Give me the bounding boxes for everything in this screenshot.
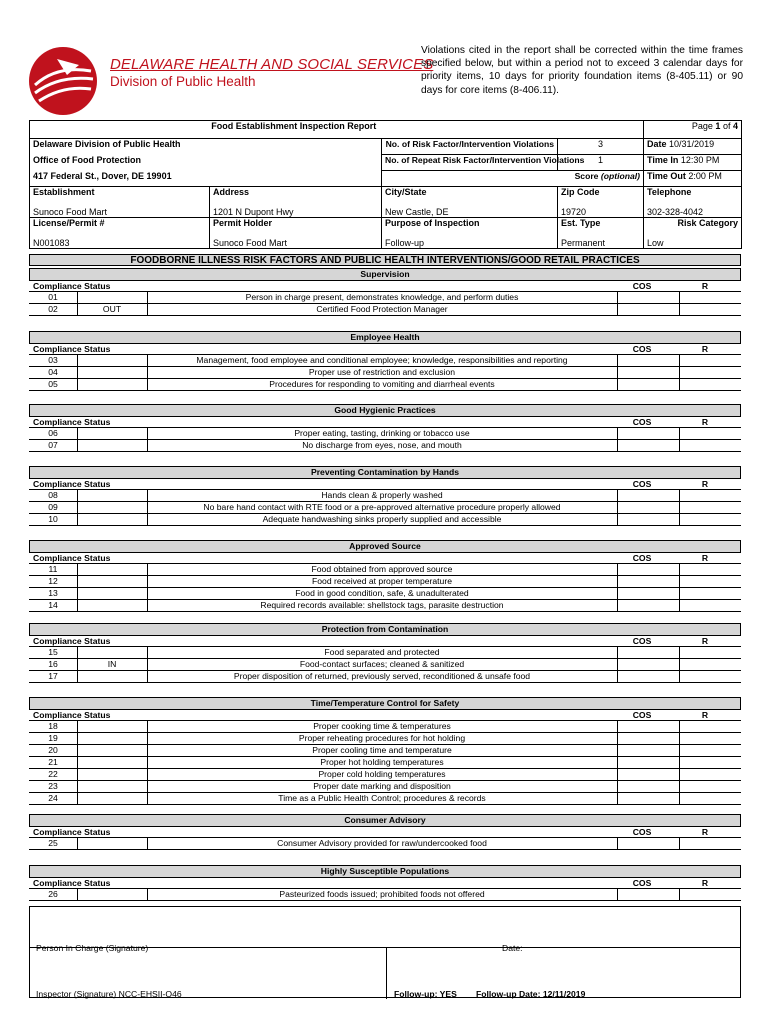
table-row [29, 733, 741, 745]
city-label: City/State [382, 187, 558, 203]
item-description: Food obtained from approved source [147, 564, 618, 575]
r-header: R [701, 636, 709, 646]
table-row [29, 564, 741, 576]
compliance-status-cell[interactable] [77, 733, 148, 744]
item-description: Proper use of restriction and exclusion [147, 367, 618, 378]
cos-cell[interactable] [617, 671, 680, 682]
table-row [29, 757, 741, 769]
r-cell[interactable] [679, 428, 741, 439]
table-row [29, 781, 741, 793]
compliance-status-cell[interactable] [77, 838, 148, 849]
division-name: Division of Public Health [110, 74, 256, 89]
signature-divider [30, 947, 740, 948]
item-number: 19 [29, 733, 78, 744]
r-cell[interactable] [679, 355, 741, 366]
r-cell[interactable] [679, 490, 741, 501]
item-description: Certified Food Protection Manager [147, 304, 618, 315]
table-row [29, 838, 741, 850]
section-title: Approved Source [29, 540, 741, 553]
section-column-header [29, 553, 741, 564]
section-7 [29, 814, 741, 850]
compliance-status-cell[interactable] [77, 600, 148, 611]
item-description: Adequate handwashing sinks properly supplied and accessible [147, 514, 618, 525]
item-description: Pasteurized foods issued; prohibited foods not offered [147, 889, 618, 900]
compliance-status-header: Compliance Status [33, 553, 111, 563]
item-number: 26 [29, 889, 78, 900]
address-label: Address [210, 187, 382, 203]
r-cell[interactable] [679, 647, 741, 658]
cos-cell[interactable] [617, 304, 680, 315]
compliance-status-cell[interactable] [77, 428, 148, 439]
r-header: R [701, 417, 709, 427]
compliance-status-cell[interactable] [77, 355, 148, 366]
section-title: Employee Health [29, 331, 741, 344]
item-number: 01 [29, 292, 78, 303]
item-number: 24 [29, 793, 78, 804]
item-number: 05 [29, 379, 78, 390]
table-row [29, 721, 741, 733]
compliance-status-cell[interactable] [77, 793, 148, 804]
cos-cell[interactable] [617, 490, 680, 501]
table-row [29, 292, 741, 304]
r-cell[interactable] [679, 838, 741, 849]
item-number: 08 [29, 490, 78, 501]
table-row [29, 440, 741, 452]
phone-label: Telephone [644, 187, 742, 203]
table-row [29, 355, 741, 367]
section-column-header [29, 281, 741, 292]
r-cell[interactable] [679, 745, 741, 756]
section-title: Good Hygienic Practices [29, 404, 741, 417]
compliance-status-cell[interactable] [77, 367, 148, 378]
r-header: R [701, 553, 709, 563]
r-cell[interactable] [679, 889, 741, 900]
dhss-logo [27, 45, 99, 117]
address-value: 1201 N Dupont Hwy [210, 202, 382, 218]
cos-cell[interactable] [617, 769, 680, 780]
table-row [29, 793, 741, 805]
risk-violations-label: No. of Risk Factor/Intervention Violations [382, 139, 558, 155]
section-title: Highly Susceptible Populations [29, 865, 741, 878]
compliance-status-cell[interactable] [77, 292, 148, 303]
item-number: 12 [29, 576, 78, 587]
establishment-label: Establishment [30, 187, 210, 203]
table-row [29, 367, 741, 379]
item-number: 04 [29, 367, 78, 378]
org-line-2: Office of Food Protection [30, 155, 382, 171]
r-header: R [701, 827, 709, 837]
report-header-table [29, 120, 742, 249]
section-title: Time/Temperature Control for Safety [29, 697, 741, 710]
item-number: 16 [29, 659, 78, 670]
item-description: Proper reheating procedures for hot holding [147, 733, 618, 744]
repeat-violations-value: 1 [558, 155, 644, 171]
section-column-header [29, 636, 741, 647]
date-field: Date 10/31/2019 [644, 139, 742, 155]
compliance-status-cell[interactable] [77, 588, 148, 599]
item-description: Proper hot holding temperatures [147, 757, 618, 768]
r-cell[interactable] [679, 514, 741, 525]
cos-cell[interactable] [617, 659, 680, 670]
section-column-header [29, 479, 741, 490]
compliance-status-header: Compliance Status [33, 710, 111, 720]
item-number: 03 [29, 355, 78, 366]
cos-cell[interactable] [617, 793, 680, 804]
r-header: R [701, 479, 709, 489]
cos-cell[interactable] [617, 647, 680, 658]
item-description: Time as a Public Health Control; procedures & records [147, 793, 618, 804]
item-description: Food separated and protected [147, 647, 618, 658]
signature-vertical-divider [386, 947, 387, 999]
person-in-charge-signature[interactable]: Person In Charge (Signature) [36, 943, 149, 953]
compliance-status-cell[interactable] [77, 745, 148, 756]
r-header: R [701, 710, 709, 720]
cos-cell[interactable] [617, 588, 680, 599]
cos-header: COS [632, 344, 652, 354]
item-number: 02 [29, 304, 78, 315]
license-label: License/Permit # [30, 218, 210, 234]
r-cell[interactable] [679, 671, 741, 682]
est-type-value: Permanent [558, 233, 644, 249]
cos-cell[interactable] [617, 379, 680, 390]
section-2 [29, 404, 741, 452]
cos-header: COS [632, 878, 652, 888]
cos-cell[interactable] [617, 502, 680, 513]
item-description: Food in good condition, safe, & unadulterated [147, 588, 618, 599]
r-cell[interactable] [679, 659, 741, 670]
r-header: R [701, 281, 709, 291]
table-row [29, 379, 741, 391]
compliance-status-header: Compliance Status [33, 479, 111, 489]
item-number: 07 [29, 440, 78, 451]
r-cell[interactable] [679, 292, 741, 303]
follow-up-label: Follow-up: YES [394, 989, 457, 999]
item-number: 21 [29, 757, 78, 768]
compliance-status-header: Compliance Status [33, 344, 111, 354]
section-banner: FOODBORNE ILLNESS RISK FACTORS AND PUBLIC HEALTH INTERVENTIONS/GOOD RETAIL PRACTICES [29, 254, 741, 266]
r-header: R [701, 878, 709, 888]
cos-cell[interactable] [617, 838, 680, 849]
section-column-header [29, 878, 741, 889]
compliance-status-cell[interactable] [77, 379, 148, 390]
compliance-status-cell[interactable] [77, 757, 148, 768]
table-row [29, 588, 741, 600]
item-description: Proper cold holding temperatures [147, 769, 618, 780]
license-value: N001083 [30, 233, 210, 249]
table-row [29, 502, 741, 514]
cos-cell[interactable] [617, 733, 680, 744]
table-row [29, 576, 741, 588]
time-in-field: Time In 12:30 PM [644, 155, 742, 171]
page-indicator: Page 1 of 4 [644, 121, 742, 139]
cos-header: COS [632, 710, 652, 720]
cos-header: COS [632, 636, 652, 646]
r-cell[interactable] [679, 793, 741, 804]
cos-cell[interactable] [617, 889, 680, 900]
item-description: No bare hand contact with RTE food or a pre-approved alternative procedure properly allowed [147, 502, 618, 513]
compliance-status-cell[interactable] [77, 490, 148, 501]
section-4 [29, 540, 741, 612]
establishment-value: Sunoco Food Mart [30, 202, 210, 218]
r-cell[interactable] [679, 588, 741, 599]
item-number: 20 [29, 745, 78, 756]
repeat-violations-label: No. of Repeat Risk Factor/Intervention Violations [382, 155, 558, 171]
section-title: Supervision [29, 268, 741, 281]
cos-cell[interactable] [617, 757, 680, 768]
cos-header: COS [632, 827, 652, 837]
holder-label: Permit Holder [210, 218, 382, 234]
compliance-status-cell[interactable] [77, 564, 148, 575]
item-number: 22 [29, 769, 78, 780]
section-title: Preventing Contamination by Hands [29, 466, 741, 479]
table-row [29, 428, 741, 440]
compliance-status-cell[interactable] [77, 889, 148, 900]
cos-cell[interactable] [617, 292, 680, 303]
item-number: 10 [29, 514, 78, 525]
item-description: Management, food employee and conditional employee; knowledge, responsibilities and reporting [147, 355, 618, 366]
item-description: Proper date marking and disposition [147, 781, 618, 792]
r-cell[interactable] [679, 367, 741, 378]
item-description: Proper cooling time and temperature [147, 745, 618, 756]
item-description: Hands clean & properly washed [147, 490, 618, 501]
section-5 [29, 623, 741, 683]
cos-cell[interactable] [617, 721, 680, 732]
r-cell[interactable] [679, 502, 741, 513]
r-cell[interactable] [679, 304, 741, 315]
time-out-field: Time Out 2:00 PM [644, 171, 742, 187]
cos-cell[interactable] [617, 355, 680, 366]
compliance-status-cell[interactable] [77, 781, 148, 792]
compliance-status-cell[interactable]: IN [77, 659, 148, 670]
phone-value: 302-328-4042 [644, 202, 742, 218]
zip-value: 19720 [558, 202, 644, 218]
item-description: Person in charge present, demonstrates knowledge, and perform duties [147, 292, 618, 303]
compliance-status-header: Compliance Status [33, 878, 111, 888]
compliance-status-cell[interactable] [77, 502, 148, 513]
cos-cell[interactable] [617, 428, 680, 439]
section-title: Consumer Advisory [29, 814, 741, 827]
cos-header: COS [632, 479, 652, 489]
r-cell[interactable] [679, 379, 741, 390]
compliance-status-cell[interactable] [77, 576, 148, 587]
cos-cell[interactable] [617, 514, 680, 525]
section-column-header [29, 417, 741, 428]
r-cell[interactable] [679, 564, 741, 575]
table-row [29, 647, 741, 659]
compliance-status-cell[interactable] [77, 769, 148, 780]
compliance-status-header: Compliance Status [33, 281, 111, 291]
r-cell[interactable] [679, 757, 741, 768]
item-description: No discharge from eyes, nose, and mouth [147, 440, 618, 451]
compliance-status-cell[interactable] [77, 647, 148, 658]
item-number: 13 [29, 588, 78, 599]
item-number: 09 [29, 502, 78, 513]
zip-label: Zip Code [558, 187, 644, 203]
table-row [29, 490, 741, 502]
risk-violations-value: 3 [558, 139, 644, 155]
compliance-status-cell[interactable] [77, 514, 148, 525]
compliance-status-cell[interactable] [77, 721, 148, 732]
section-1 [29, 331, 741, 391]
item-number: 11 [29, 564, 78, 575]
risk-category-label: Risk Category [644, 218, 742, 234]
risk-category-value: Low [644, 233, 742, 249]
item-number: 18 [29, 721, 78, 732]
est-type-label: Est. Type [558, 218, 644, 234]
compliance-status-cell[interactable] [77, 671, 148, 682]
table-row [29, 304, 741, 316]
compliance-status-header: Compliance Status [33, 636, 111, 646]
item-number: 23 [29, 781, 78, 792]
compliance-status-cell[interactable] [77, 440, 148, 451]
cos-cell[interactable] [617, 745, 680, 756]
org-line-3: 417 Federal St., Dover, DE 19901 [30, 171, 382, 187]
cos-cell[interactable] [617, 600, 680, 611]
violation-notice: Violations cited in the report shall be corrected within the time frames specified below, but within a period not to exceed 3 calendar days for priority items, 10 days for priority foundation items (8-405.11) or 90 days for core items (8-406.11). [421, 45, 743, 96]
r-cell[interactable] [679, 600, 741, 611]
cos-cell[interactable] [617, 781, 680, 792]
signature-block [29, 906, 741, 998]
r-cell[interactable] [679, 733, 741, 744]
section-column-header [29, 710, 741, 721]
table-row [29, 889, 741, 901]
item-number: 14 [29, 600, 78, 611]
cos-cell[interactable] [617, 440, 680, 451]
item-description: Procedures for responding to vomiting and diarrheal events [147, 379, 618, 390]
section-3 [29, 466, 741, 526]
r-cell[interactable] [679, 721, 741, 732]
city-value: New Castle, DE [382, 202, 558, 218]
section-8 [29, 865, 741, 901]
score-field: Score (optional) [382, 171, 644, 187]
cos-header: COS [632, 281, 652, 291]
org-line-1: Delaware Division of Public Health [30, 139, 382, 155]
table-row [29, 514, 741, 526]
item-description: Proper eating, tasting, drinking or tobacco use [147, 428, 618, 439]
date-signature-label: Date: [502, 943, 523, 953]
r-cell[interactable] [679, 781, 741, 792]
r-header: R [701, 344, 709, 354]
cos-cell[interactable] [617, 576, 680, 587]
section-6 [29, 697, 741, 805]
compliance-status-header: Compliance Status [33, 417, 111, 427]
cos-header: COS [632, 553, 652, 563]
item-number: 15 [29, 647, 78, 658]
section-column-header [29, 827, 741, 838]
item-description: Food received at proper temperature [147, 576, 618, 587]
item-number: 17 [29, 671, 78, 682]
r-cell[interactable] [679, 769, 741, 780]
inspector-signature[interactable]: Inspector (Signature) NCC-EHSII-O46 [36, 989, 182, 999]
section-title: Protection from Contamination [29, 623, 741, 636]
table-row [29, 659, 741, 671]
table-row [29, 671, 741, 683]
compliance-status-header: Compliance Status [33, 827, 111, 837]
item-description: Consumer Advisory provided for raw/undercooked food [147, 838, 618, 849]
item-number: 06 [29, 428, 78, 439]
r-cell[interactable] [679, 440, 741, 451]
item-description: Proper disposition of returned, previously served, reconditioned & unsafe food [147, 671, 618, 682]
cos-cell[interactable] [617, 564, 680, 575]
purpose-label: Purpose of Inspection [382, 218, 558, 234]
cos-cell[interactable] [617, 367, 680, 378]
item-description: Required records available: shellstock tags, parasite destruction [147, 600, 618, 611]
table-row [29, 745, 741, 757]
holder-value: Sunoco Food Mart [210, 233, 382, 249]
compliance-status-cell[interactable]: OUT [77, 304, 148, 315]
item-description: Proper cooking time & temperatures [147, 721, 618, 732]
table-row [29, 600, 741, 612]
agency-name: DELAWARE HEALTH AND SOCIAL SERVICES [110, 56, 434, 73]
section-column-header [29, 344, 741, 355]
section-0 [29, 268, 741, 316]
cos-header: COS [632, 417, 652, 427]
item-number: 25 [29, 838, 78, 849]
r-cell[interactable] [679, 576, 741, 587]
report-title: Food Establishment Inspection Report [30, 121, 558, 139]
purpose-value: Follow-up [382, 233, 558, 249]
follow-up-date: Follow-up Date: 12/11/2019 [476, 989, 586, 999]
table-row [29, 769, 741, 781]
item-description: Food-contact surfaces; cleaned & sanitized [147, 659, 618, 670]
